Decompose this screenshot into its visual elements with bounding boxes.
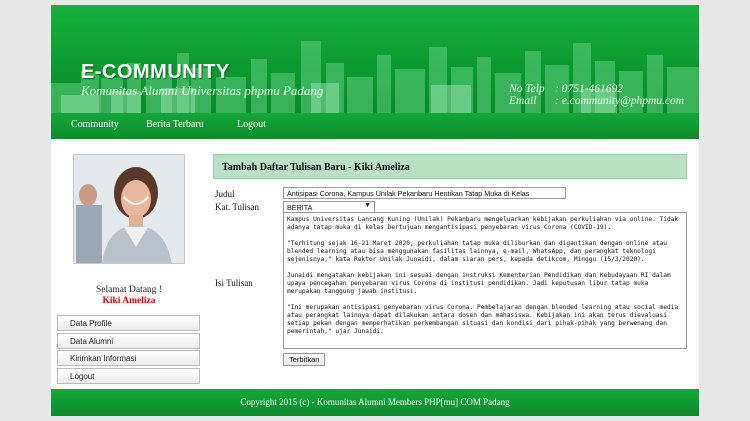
profile-photo: [73, 154, 185, 264]
phone-label: No Telp: [509, 83, 545, 95]
dropdown-arrow-icon: ▼: [364, 202, 371, 209]
judul-label: Judul: [215, 189, 235, 199]
site-tagline: Komunitas Alumni Universitas phpmu Padang: [81, 83, 324, 98]
site-header: [51, 5, 699, 113]
menu-data-profile[interactable]: Data Profile: [57, 315, 200, 331]
email-label: Email: [509, 95, 537, 107]
username: Kiki Ameliza: [102, 296, 156, 306]
nav-item-berita-terbaru[interactable]: Berita Terbaru: [146, 119, 204, 130]
menu-data-alumni[interactable]: Data Alumni: [57, 333, 200, 349]
isi-paragraph: Junaidi mengatakan kebijakan ini sesuai dengan instruksi Kementerian Pendidikan dan Kebudayaan RI dalam upaya pencegahan penyebaran virus Corona di institusi pendidikan. Jadi keputusan libur tatap muka merupakan tanggung jawab institusi.: [287, 272, 671, 295]
isi-label: Isi Tulisan: [215, 278, 253, 288]
welcome-text: Selamat Datang !: [96, 285, 162, 295]
profile-photo-illustration: [74, 155, 185, 264]
form-title: Tambah Daftar Tulisan Baru - Kiki Ameliza: [213, 154, 687, 179]
judul-input[interactable]: Antisipasi Corona, Kampus Unilak Pekanbaru Hentikan Tatap Muka di Kelas: [283, 187, 566, 199]
menu-logout[interactable]: Logout: [57, 368, 200, 384]
nav-item-community[interactable]: Community: [71, 119, 119, 130]
menu-kirimkan-informasi[interactable]: Kirimkan Informasi: [57, 350, 200, 366]
terbitkan-button[interactable]: Terbitkan: [283, 353, 325, 366]
kategori-label: Kat. Tulisan: [215, 202, 260, 212]
phone-value: : 0751-461692: [555, 83, 624, 95]
isi-paragraph: "Terhitung sejak 16-21 Maret 2020, perkuliahan tatap muka diliburkan dan digantikan dengan online atau blended learning atau bisa menggunakan fasilitas lainnya, e-mail, WhatsApp, dan perangkat teknologi sejenisnya," kata Rektor Unilak Junaidi, dalam siaran pers, kepada detikcom, Minggu (15/3/2020).: [287, 240, 667, 263]
isi-textarea[interactable]: [283, 212, 687, 349]
isi-paragraph: Kampus Universitas Lancang Kuning (Unilak) Pekanbaru mengeluarkan kebijakan perkuliahan via online. Tidak adanya tatap muka di kelas bertujuan mengantisipasi penyebaran virus Corona (COVID-19).: [287, 216, 679, 231]
top-nav: [51, 113, 699, 139]
page-container: [51, 5, 699, 416]
isi-paragraph: "Ini merupakan antisipasi penyebaran virus Corona. Pembelajaran dengan blended learning atau social media atau perangkat lainnya dapat dilakukan antara dosen dan mahasiswa. Kebijakan ini akan terus dievaluasi setiap pekan dengan memperhatikan perkembangan situasi dan kondisi dari pihak-pihak yang berwenang dan pemerintah," ujar Junaidi.: [287, 304, 679, 335]
site-brand: E-COMMUNITY: [81, 61, 230, 83]
nav-item-logout[interactable]: Logout: [237, 119, 266, 130]
email-value: : e.community@phpmu.com: [555, 95, 685, 107]
site-footer: Copyright 2015 (c) - Komunitas Alumni Members PHP[mu] COM Padang: [51, 389, 699, 416]
kategori-selected-value: BERITA: [287, 203, 313, 212]
contact-info: [509, 83, 684, 107]
